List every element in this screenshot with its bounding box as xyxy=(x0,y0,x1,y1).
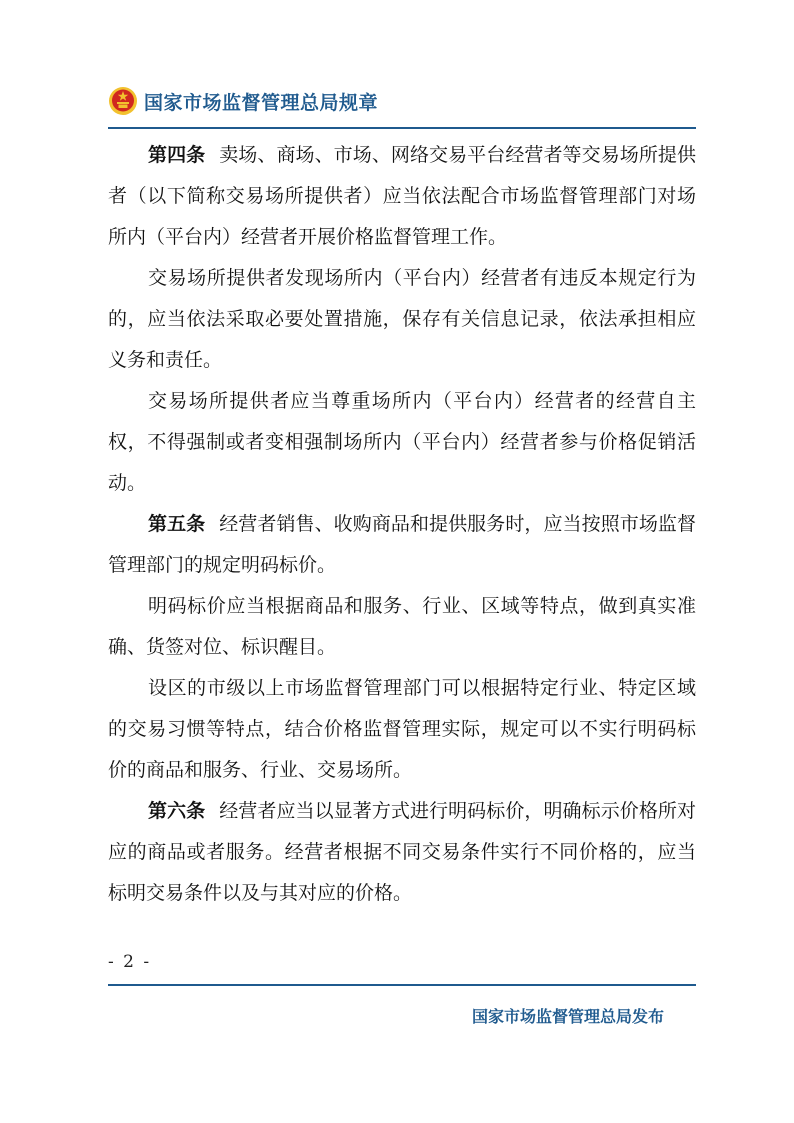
article-4-paragraph-2: 交易场所提供者发现场所内（平台内）经营者有违反本规定行为的，应当依法采取必要处置措施，保存有关信息记录，依法承担相应义务和责任。 xyxy=(108,267,696,371)
footer-divider xyxy=(108,984,696,986)
article-6-number: 第六条 xyxy=(148,800,206,822)
article-4-number: 第四条 xyxy=(148,144,206,166)
article-4-paragraph-3: 交易场所提供者应当尊重场所内（平台内）经营者的经营自主权，不得强制或者变相强制场所内（平台内）经营者参与价格促销活动。 xyxy=(108,390,696,494)
article-4-paragraph-1 xyxy=(108,135,696,258)
article-5-number: 第五条 xyxy=(148,513,206,535)
article-6-paragraph-1 xyxy=(108,791,696,914)
footer-publisher: 国家市场监督管理总局发布 xyxy=(471,1007,664,1026)
article-5-paragraph-2: 明码标价应当根据商品和服务、行业、区域等特点，做到真实准确、货签对位、标识醒目。 xyxy=(108,595,696,658)
page-header xyxy=(108,84,378,118)
header-divider xyxy=(108,127,696,129)
article-4-text: 卖场、商场、市场、网络交易平台经营者等交易场所提供者（以下简称交易场所提供者）应当依法配合市场监督管理部门对场所内（平台内）经营者开展价格监督管理工作。 xyxy=(108,144,696,248)
header-title: 国家市场监督管理总局规章 xyxy=(144,91,379,114)
article-6-text: 经营者应当以显著方式进行明码标价，明确标示价格所对应的商品或者服务。经营者根据不同交易条件实行不同价格的，应当标明交易条件以及与其对应的价格。 xyxy=(108,800,696,904)
national-emblem-icon xyxy=(108,86,138,116)
article-5-text: 经营者销售、收购商品和提供服务时，应当按照市场监督管理部门的规定明码标价。 xyxy=(108,513,696,576)
article-5-paragraph-3: 设区的市级以上市场监督管理部门可以根据特定行业、特定区域的交易习惯等特点，结合价格监督管理实际，规定可以不实行明码标价的商品和服务、行业、交易场所。 xyxy=(108,677,696,781)
article-5-paragraph-1 xyxy=(108,504,696,586)
regulation-body xyxy=(108,135,696,914)
page-number: - 2 - xyxy=(108,952,152,972)
